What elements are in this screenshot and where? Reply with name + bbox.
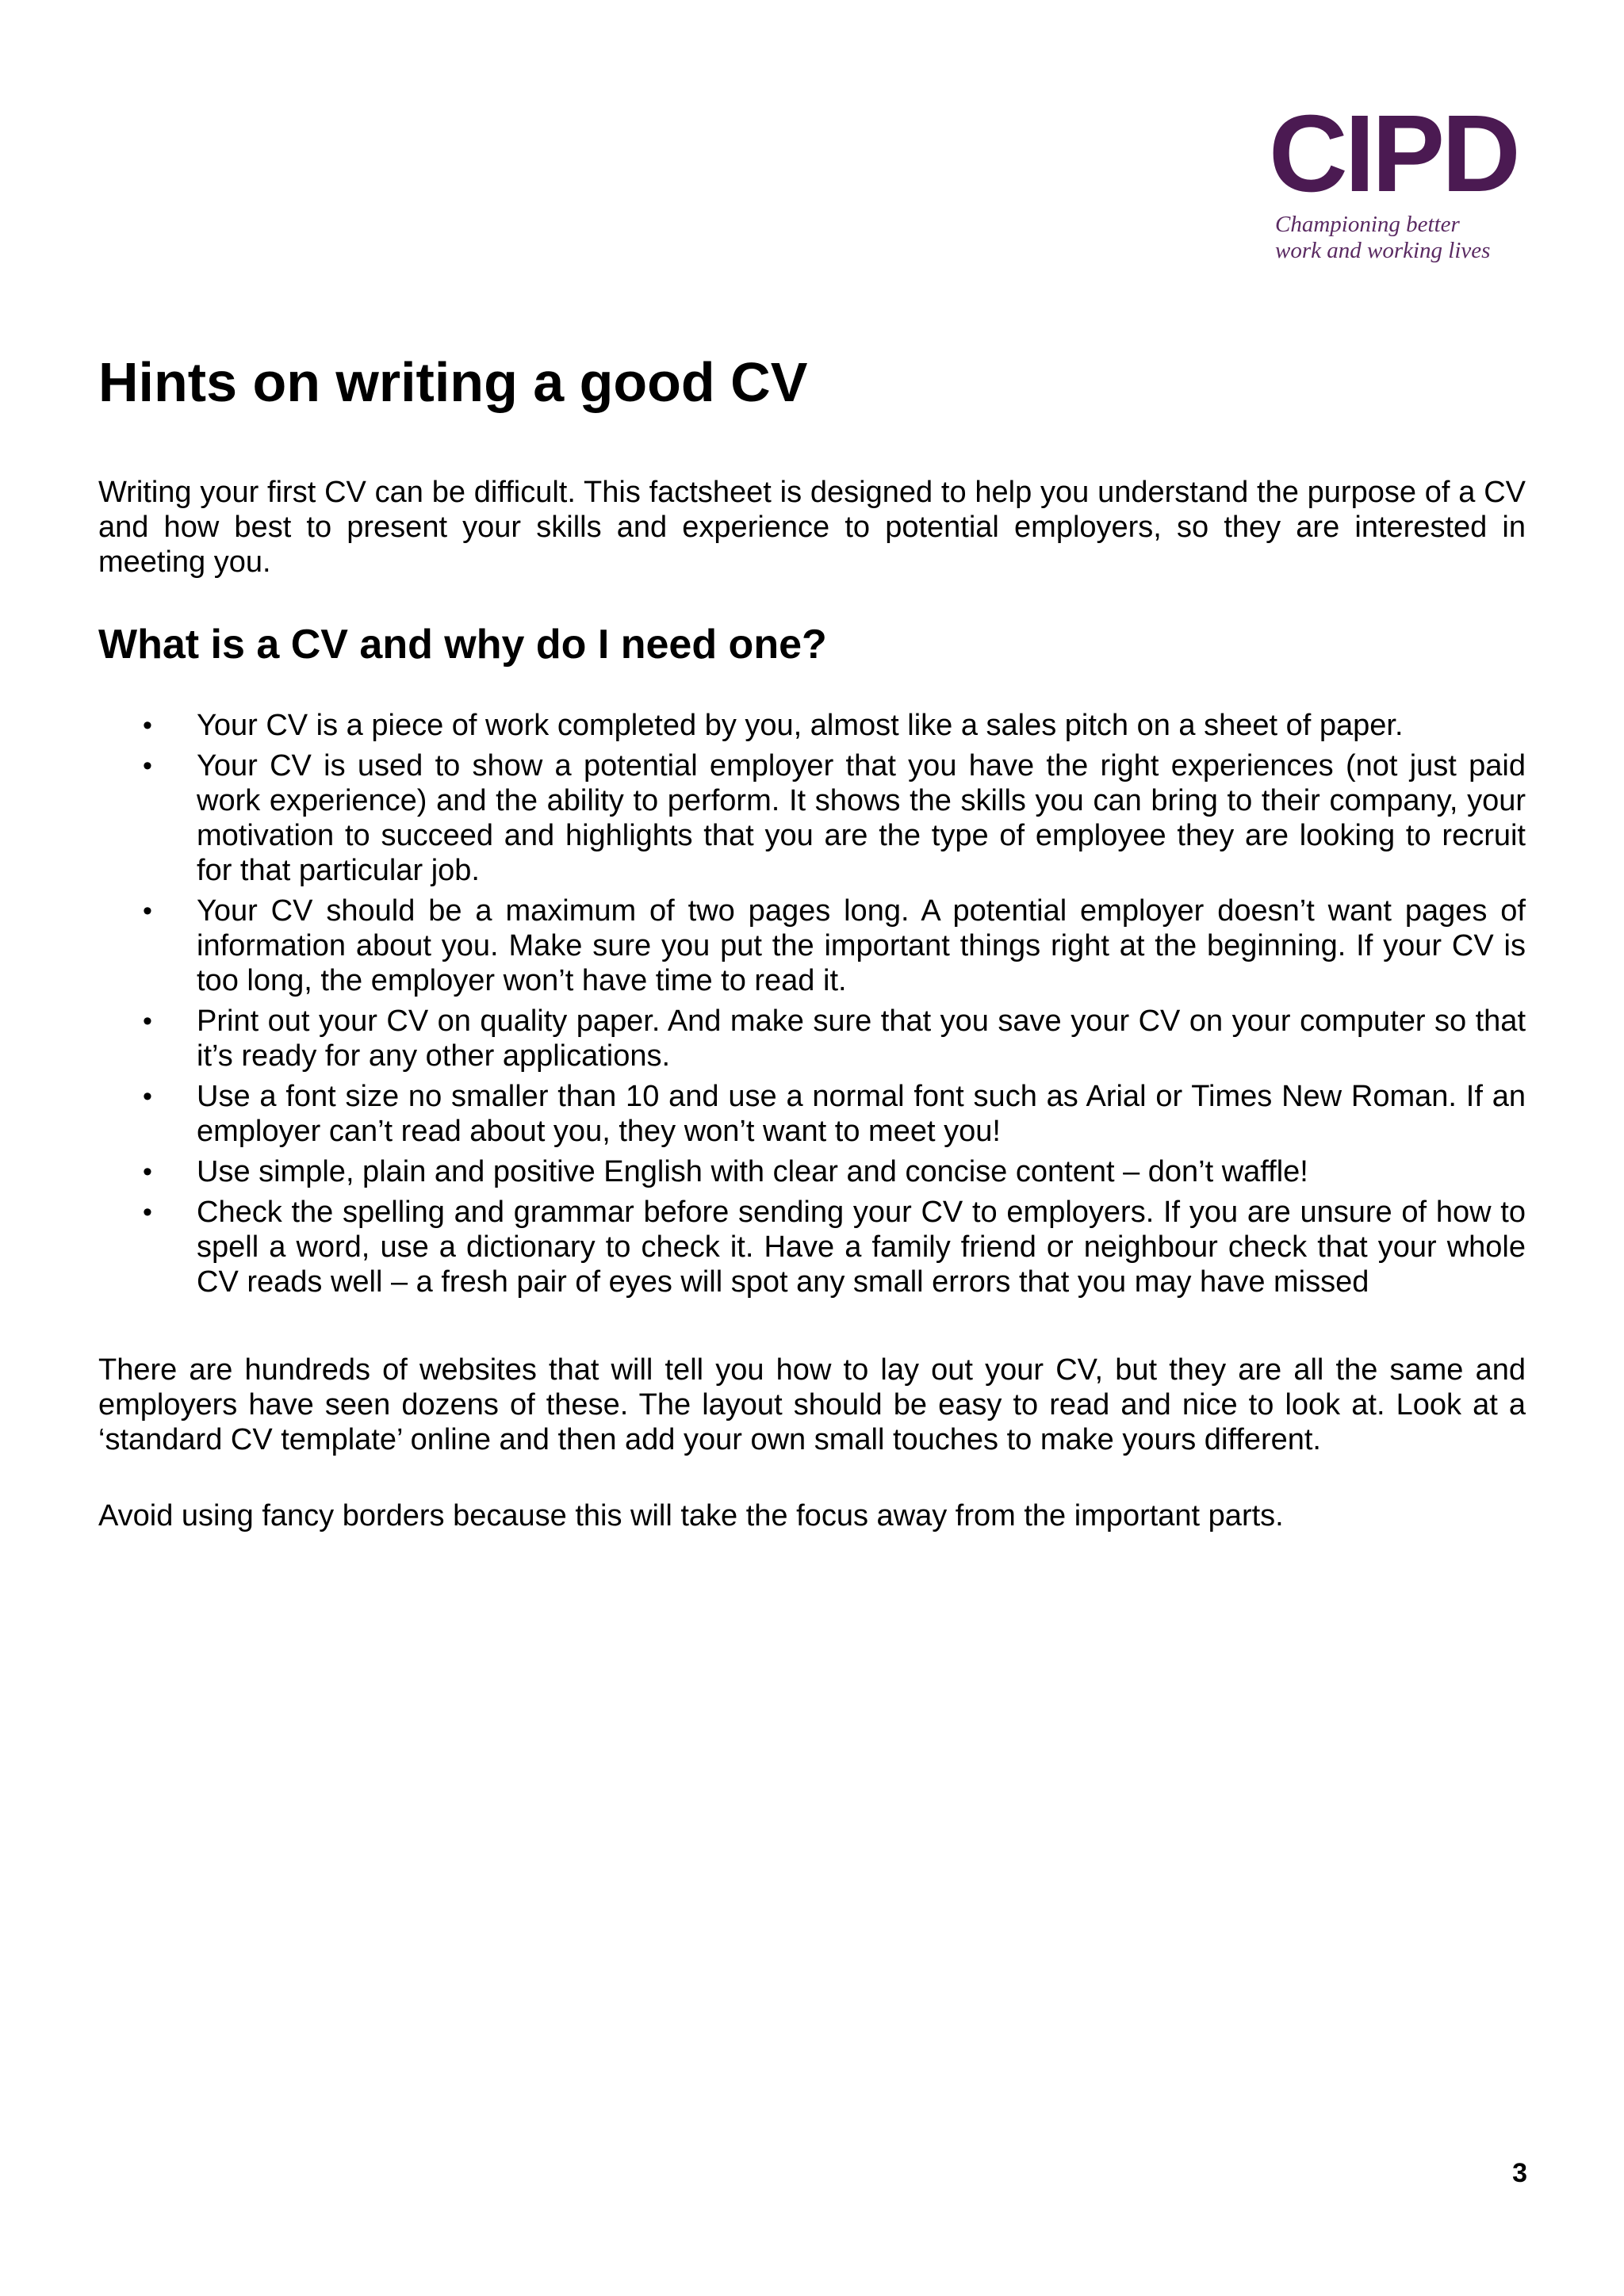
bullet-icon: • bbox=[143, 751, 152, 781]
list-item-text: Check the spelling and grammar before sending your CV to employers. If you are unsure of how to spell a word, use a dictionary to check it. Have a family friend or neighbour check that your whole CV reads well – a fresh pair of eyes will spot any small errors that you may have missed bbox=[197, 1196, 1526, 1299]
list-item bbox=[98, 748, 1526, 888]
list-item-text: Your CV should be a maximum of two pages long. A potential employer doesn’t want pages of information about you. Make sure you put the important things right at the beginning. If your CV is too long, the employer won’t have time to read it. bbox=[197, 894, 1526, 997]
page-number: 3 bbox=[1512, 2158, 1527, 2188]
page-title: Hints on writing a good CV bbox=[98, 351, 808, 413]
list-item bbox=[98, 1079, 1526, 1149]
list-item bbox=[98, 708, 1526, 743]
list-item-text: Use a font size no smaller than 10 and use a normal font such as Arial or Times New Roman. If an employer can’t read about you, they won’t want to meet you! bbox=[197, 1080, 1526, 1148]
intro-paragraph: Writing your first CV can be difficult. This factsheet is designed to help you understand the purpose of a CV and how best to present your skills and experience to potential employers, so they are interested in meeting you. bbox=[98, 476, 1526, 579]
list-item-text: Your CV is a piece of work completed by you, almost like a sales pitch on a sheet of paper. bbox=[197, 709, 1404, 742]
bullet-icon: • bbox=[143, 896, 152, 926]
layout-paragraph: There are hundreds of websites that will tell you how to lay out your CV, but they are all the same and employers have seen dozens of these. The layout should be easy to read and nice to look at. Look at a ‘standard CV template’ online and then add your own small touches to make yours different. bbox=[98, 1353, 1526, 1456]
list-item-text: Print out your CV on quality paper. And make sure that you save your CV on your computer so that it’s ready for any other applications. bbox=[197, 1004, 1526, 1073]
bullet-icon: • bbox=[143, 1081, 152, 1112]
main-content bbox=[98, 346, 1526, 1533]
logo-wordmark: CIPD bbox=[1269, 93, 1518, 215]
borders-paragraph: Avoid using fancy borders because this will take the focus away from the important parts. bbox=[98, 1499, 1284, 1533]
list-item-text: Your CV is used to show a potential employer that you have the right experiences (not just paid work experience) and the ability to perform. It shows the skills you can bring to their company, your motivation to succeed and highlights that you are the type of employee they are looking to recruit for that particular job. bbox=[197, 749, 1526, 887]
logo-tagline-line1: Championing better bbox=[1275, 212, 1460, 237]
section-heading: What is a CV and why do I need one? bbox=[98, 622, 827, 668]
list-item bbox=[98, 1154, 1526, 1189]
bullet-list bbox=[98, 708, 1526, 1299]
list-item bbox=[98, 1195, 1526, 1299]
cipd-logo bbox=[1269, 93, 1530, 264]
logo-tagline-line2: work and working lives bbox=[1275, 238, 1491, 263]
list-item-text: Use simple, plain and positive English with clear and concise content – don’t waffle! bbox=[197, 1155, 1308, 1188]
bullet-icon: • bbox=[143, 1197, 152, 1227]
list-item bbox=[98, 1004, 1526, 1073]
list-item bbox=[98, 894, 1526, 998]
bullet-icon: • bbox=[143, 1157, 152, 1187]
bullet-icon: • bbox=[143, 710, 152, 740]
bullet-icon: • bbox=[143, 1006, 152, 1036]
